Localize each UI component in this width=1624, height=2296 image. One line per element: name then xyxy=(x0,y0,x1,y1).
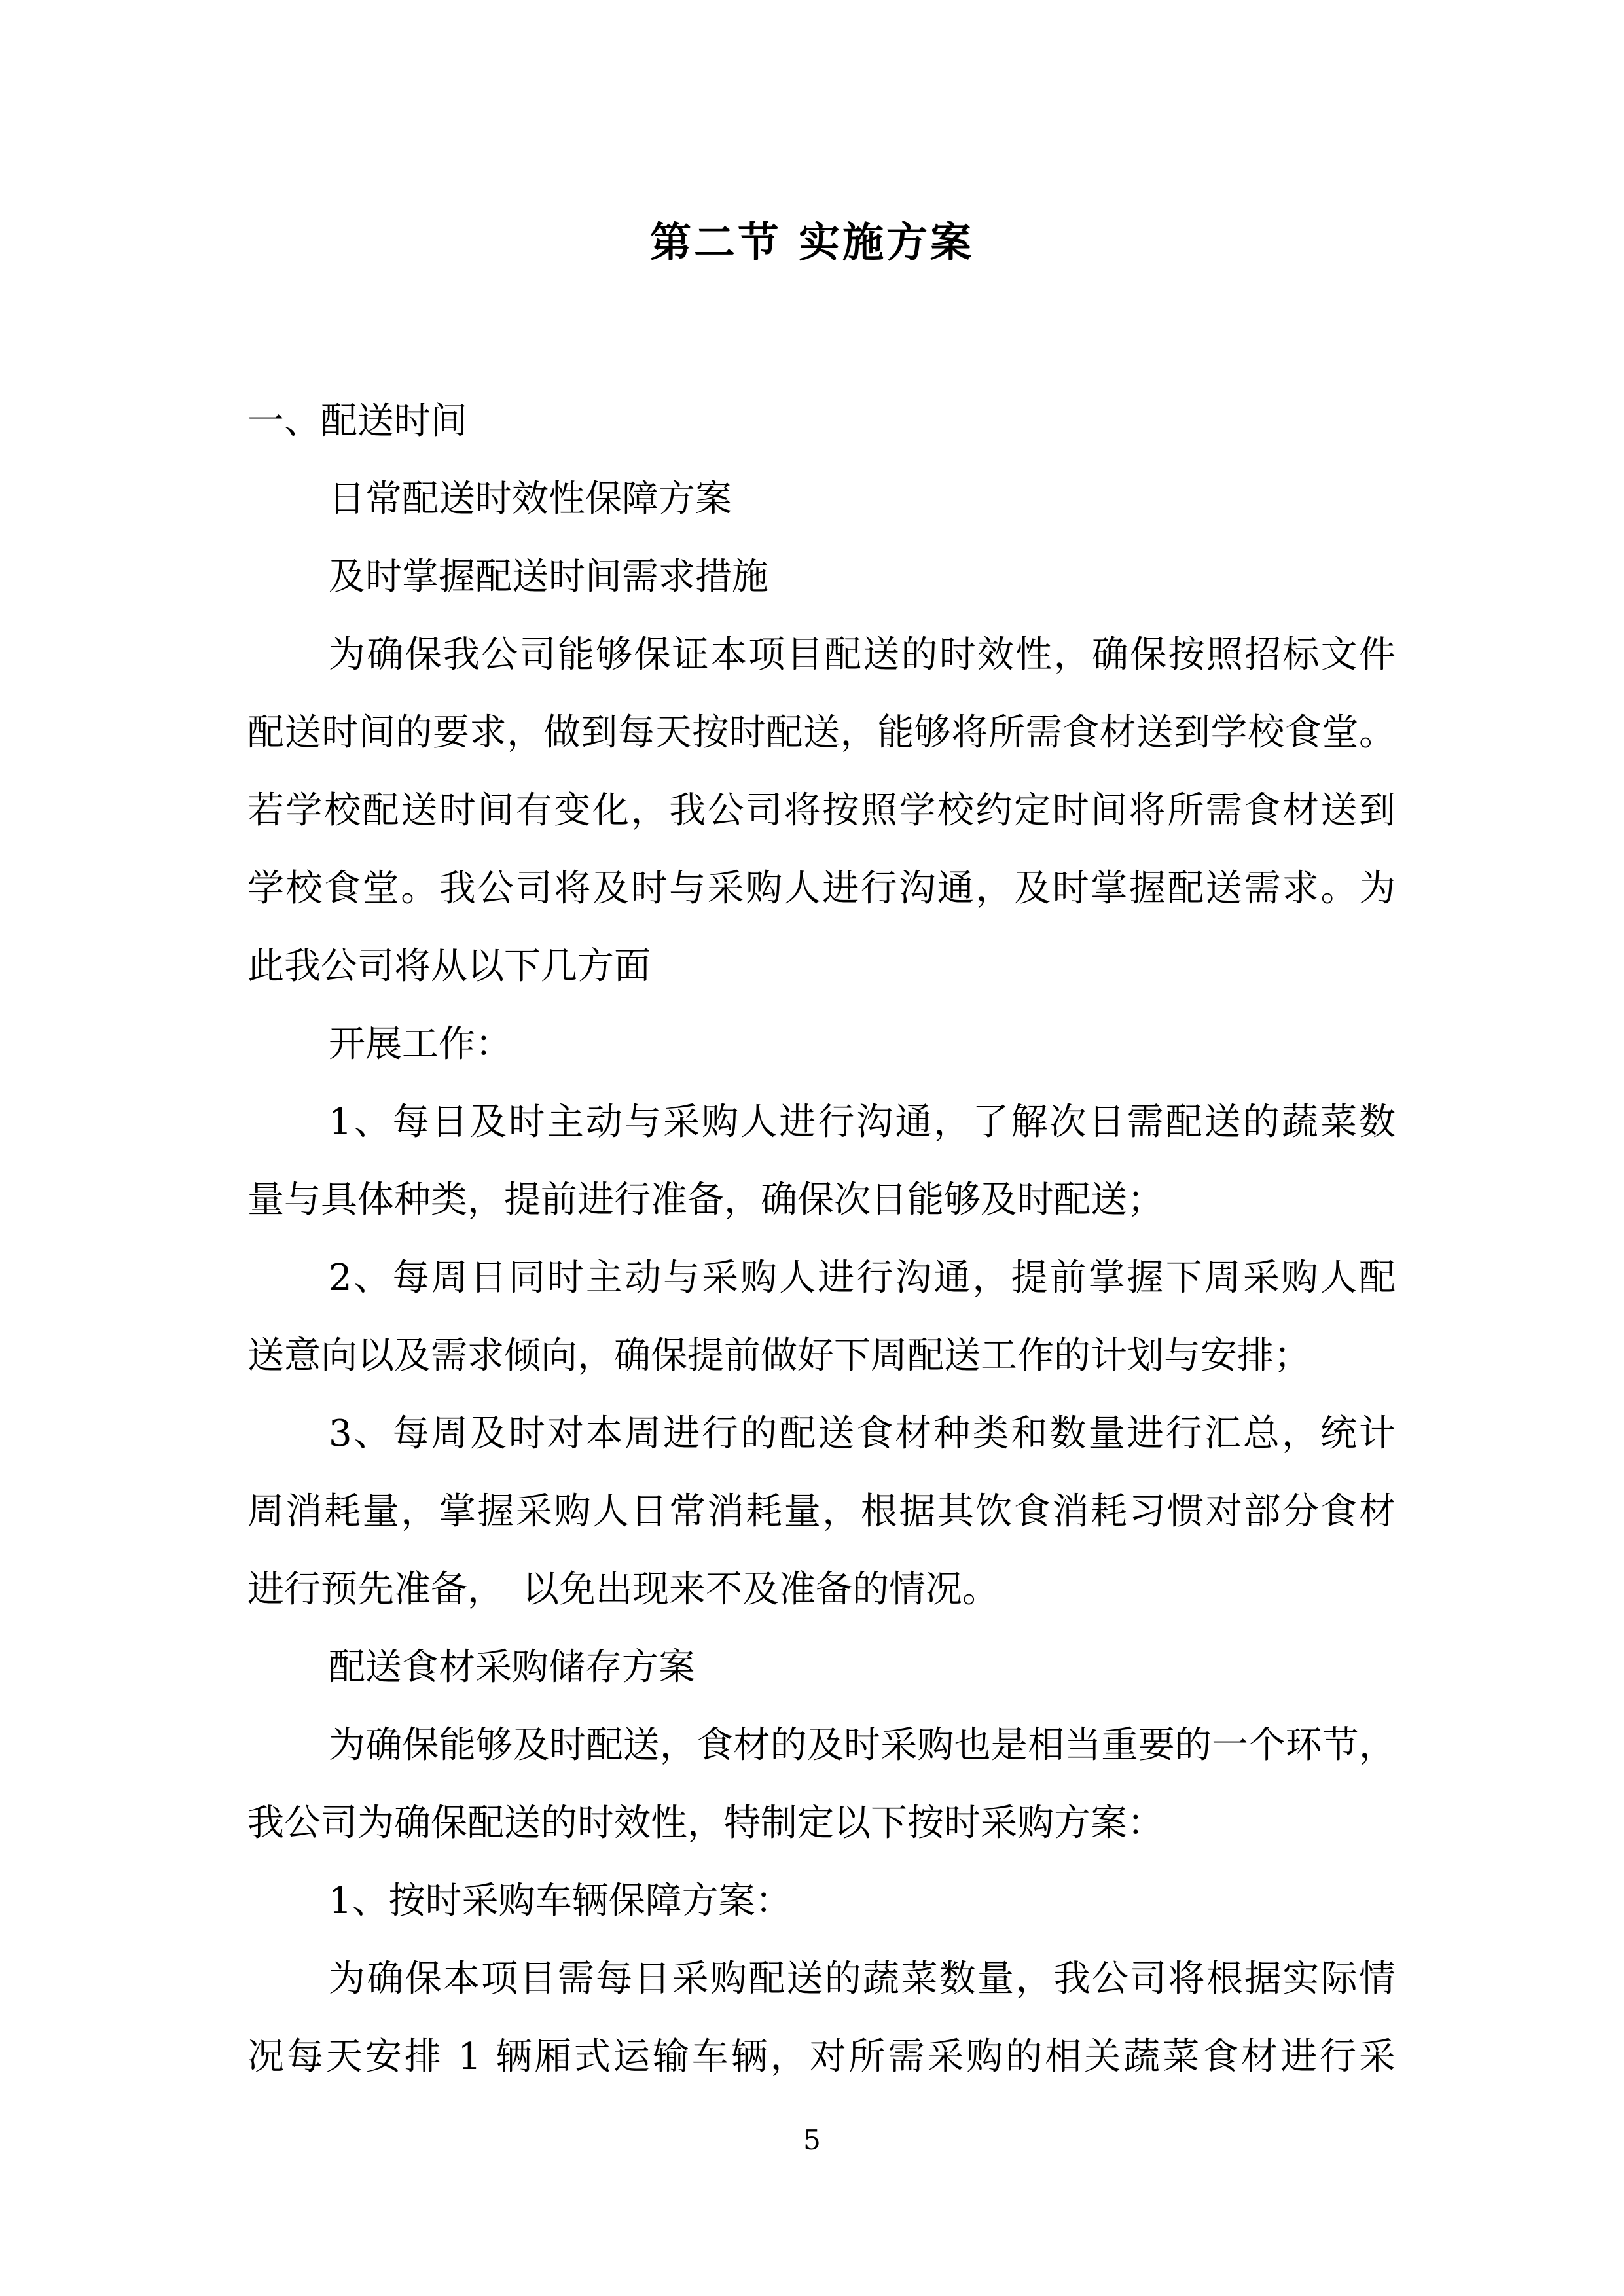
text-line: 我公司为确保配送的时效性，特制定以下按时采购方案： xyxy=(247,1802,1164,1844)
text-line: 及时掌握配送时间需求措施 xyxy=(329,556,768,598)
text-line: 为确保我公司能够保证本项目配送的时效性，确保按照招标文件 xyxy=(329,634,1396,676)
text-line: 配送食材采购储存方案 xyxy=(329,1646,695,1689)
page-number: 5 xyxy=(803,2124,821,2156)
text-line: 周消耗量，掌握采购人日常消耗量，根据其饮食消耗习惯对部分食材 xyxy=(247,1490,1396,1533)
text-line: 为确保能够及时配送，食材的及时采购也是相当重要的一个环节， xyxy=(329,1724,1396,1767)
text-line: 1、按时采购车辆保障方案： xyxy=(329,1880,792,1922)
text-line: 3、每周及时对本周进行的配送食材种类和数量进行汇总，统计 xyxy=(329,1412,1396,1455)
text-line: 为确保本项目需每日采购配送的蔬菜数量，我公司将根据实际情 xyxy=(329,1958,1396,2000)
text-line: 送意向以及需求倾向，确保提前做好下周配送工作的计划与安排； xyxy=(247,1335,1310,1377)
text-line: 配送时间的要求，做到每天按时配送，能够将所需食材送到学校食堂。 xyxy=(247,711,1396,754)
text-line: 进行预先准备， 以免出现来不及准备的情况。 xyxy=(247,1568,999,1611)
text-line: 此我公司将从以下几方面 xyxy=(247,945,651,988)
text-line: 若学校配送时间有变化，我公司将按照学校约定时间将所需食材送到 xyxy=(247,789,1396,832)
text-line: 况每天安排 1 辆厢式运输车辆，对所需采购的相关蔬菜食材进行采 xyxy=(247,2036,1396,2078)
document-body xyxy=(247,382,1396,2096)
text-line: 日常配送时效性保障方案 xyxy=(329,478,732,520)
text-line: 2、每周日同时主动与采购人进行沟通，提前掌握下周采购人配 xyxy=(329,1257,1396,1299)
text-line: 学校食堂。我公司将及时与采购人进行沟通，及时掌握配送需求。为 xyxy=(247,867,1396,910)
text-line: 量与具体种类，提前进行准备，确保次日能够及时配送； xyxy=(247,1179,1164,1221)
text-line: 一、配送时间 xyxy=(247,400,467,442)
text-line: 开展工作： xyxy=(329,1023,512,1066)
text-line: 1、每日及时主动与采购人进行沟通，了解次日需配送的蔬菜数 xyxy=(329,1101,1396,1143)
section-title: 第二节 实施方案 xyxy=(650,218,974,266)
